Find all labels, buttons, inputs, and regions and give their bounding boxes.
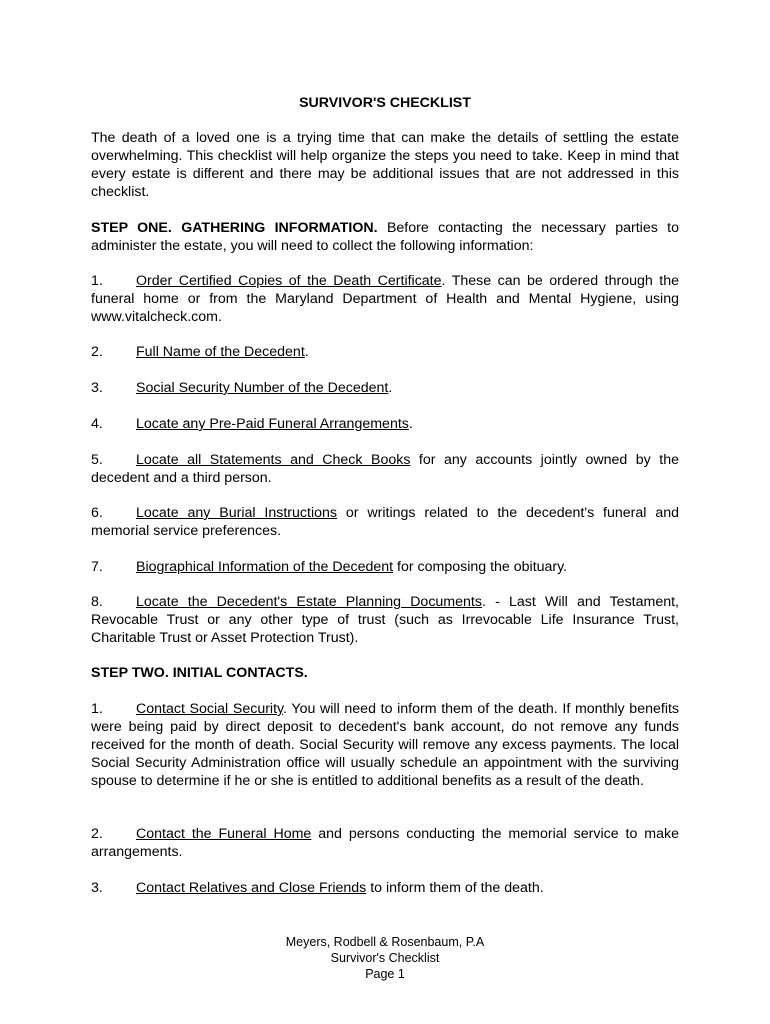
footer-document-title: Survivor's Checklist [330, 951, 440, 965]
item-title: Social Security Number of the Decedent [136, 380, 389, 396]
item-number: 5. [91, 452, 103, 468]
step-two-item-3 [91, 879, 679, 897]
step-one-text: Before contacting the necessary parties to administer the estate, you will need to collect the following information: [91, 220, 679, 254]
item-title: Contact the Funeral Home [136, 826, 312, 842]
item-text: for any accounts jointly owned by the decedent and a third person. [91, 452, 679, 486]
item-number: 4. [91, 416, 103, 432]
item-text: . These can be ordered through the funeral home or from the Maryland Department of Health and Mental Hygiene, using www.vitalcheck.com. [91, 273, 680, 325]
intro-paragraph: The death of a loved one is a trying time that can make the details of settling the estate overwhelming. This checklist will help organize the steps you need to take. Keep in mind that every estate is different and there may be additional issues that are not addressed in this checklist. [91, 130, 679, 200]
item-title: Locate all Statements and Check Books [136, 452, 411, 468]
item-title: Locate any Burial Instructions [136, 505, 337, 521]
footer-firm: Meyers, Rodbell & Rosenbaum, P.A [285, 935, 485, 949]
page-footer [0, 934, 770, 982]
step-one-item-7 [91, 558, 679, 576]
item-title: Contact Relatives and Close Friends [136, 880, 367, 896]
item-text: . [304, 344, 309, 360]
footer-page-number: Page 1 [365, 967, 405, 981]
step-one-heading: STEP ONE. GATHERING INFORMATION. [91, 220, 378, 236]
step-two-item-1 [91, 700, 679, 790]
item-number: 7. [91, 559, 103, 575]
item-number: 2. [91, 826, 103, 842]
step-one-item-3 [91, 379, 679, 397]
step-one-item-5 [91, 451, 679, 487]
item-title: Locate any Pre-Paid Funeral Arrangements [136, 416, 409, 432]
item-text: for composing the obituary. [393, 559, 568, 575]
item-title: Full Name of the Decedent [136, 344, 305, 360]
item-number: 3. [91, 880, 103, 896]
item-text: . You will need to inform them of the death. If monthly benefits were being paid by direct deposit to decedent's bank account, do not remove any funds received for the month of death. Social Security will remove any excess payments. The local Social Security Administration office will usually schedule an appointment with the surviving spouse to determine if he or she is entitled to additional benefits as a result of the death. [91, 701, 680, 789]
item-text: . [388, 380, 393, 396]
item-number: 1. [91, 273, 103, 289]
item-title: Biographical Information of the Decedent [136, 559, 394, 575]
item-number: 3. [91, 380, 103, 396]
step-one-item-6 [91, 504, 679, 540]
item-text: . - Last Will and Testament, Revocable Trust or any other type of trust (such as Irrevocable Life Insurance Trust, Charitable Trust or Asset Protection Trust). [91, 594, 679, 646]
step-two-heading: STEP TWO. INITIAL CONTACTS. [91, 665, 308, 681]
step-one-item-8 [91, 593, 679, 647]
item-text: and persons conducting the memorial service to make arrangements. [91, 826, 679, 860]
item-text: . [408, 416, 413, 432]
item-number: 2. [91, 344, 103, 360]
item-number: 6. [91, 505, 103, 521]
item-title: Contact Social Security [136, 701, 284, 717]
item-title: Order Certified Copies of the Death Certificate [136, 273, 442, 289]
item-title: Locate the Decedent's Estate Planning Documents [136, 594, 482, 610]
page-title: SURVIVOR'S CHECKLIST [299, 95, 471, 111]
item-number: 1. [91, 701, 103, 717]
step-one-item-1 [91, 272, 679, 326]
item-number: 8. [91, 594, 103, 610]
step-one-item-2 [91, 343, 679, 361]
item-text: to inform them of the death. [366, 880, 544, 896]
step-one-paragraph [91, 219, 679, 255]
item-text: or writings related to the decedent's funeral and memorial service preferences. [91, 505, 680, 539]
step-two-item-2 [91, 825, 679, 861]
step-two-heading-line [91, 664, 679, 682]
step-one-item-4 [91, 415, 679, 433]
